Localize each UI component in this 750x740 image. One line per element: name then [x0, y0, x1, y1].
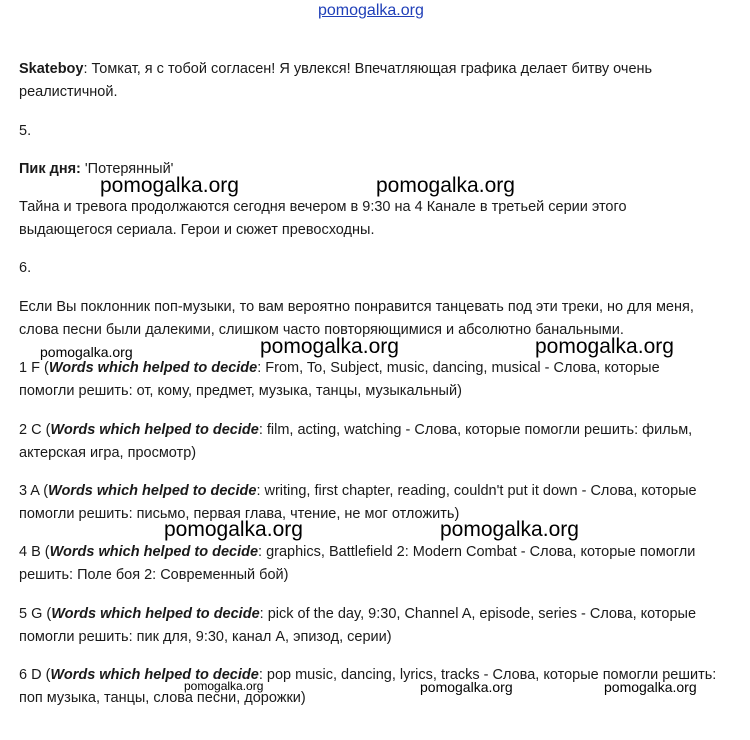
header-watermark-link[interactable]: pomogalka.org — [318, 2, 424, 19]
pick-label: Пик дня: — [19, 161, 81, 177]
answer-prefix: 2 C ( — [19, 422, 51, 438]
answer-text: : From, To, Subject, music, dancing, musical - Слова, которые помогли решить: от, кому, предмет, музыка, танцы, музыкальный) — [19, 360, 660, 399]
watermark: pomogalka.org — [420, 679, 513, 695]
watermark: pomogalka.org — [100, 174, 239, 197]
paragraph-pop: Если Вы поклонник поп-музыки, то вам вероятно понравится танцевать под эти треки, но для меня, слова песни были далекими, слишком часто повторяющимися и абсолютно банальными. — [19, 299, 694, 338]
answer-text: : writing, first chapter, reading, couldn't put it down - Слова, которые помогли решить: письмо, первая глава, чтение, не мог отложить) — [19, 483, 697, 522]
pick-text: 'Потерянный' — [80, 161, 174, 177]
section-number-5: 5. — [19, 123, 32, 139]
watermark: pomogalka.org — [376, 174, 515, 197]
answer-text: : pick of the day, 9:30, Channel A, episode, series - Слова, которые помогли решить: пик для, 9:30, канал A, эпизод, серии) — [19, 606, 697, 645]
answer-item — [19, 603, 719, 649]
answer-label: Words which helped to decide — [51, 606, 260, 622]
answer-item — [19, 419, 719, 465]
answer-item — [19, 480, 719, 526]
answer-label: Words which helped to decide — [50, 667, 259, 683]
answer-prefix: 4 B ( — [19, 544, 50, 560]
speaker-text: : Томкат, я с тобой согласен! Я увлекся! Впечатляющая графика делает битву очень реалистичной. — [19, 61, 653, 100]
answer-item — [19, 357, 719, 403]
watermark: pomogalka.org — [440, 518, 579, 541]
watermark: pomogalka.org — [184, 679, 264, 693]
answer-label: Words which helped to decide — [50, 422, 259, 438]
answer-prefix: 5 G ( — [19, 606, 52, 622]
answer-prefix: 6 D ( — [19, 667, 51, 683]
answer-prefix: 3 A ( — [19, 483, 49, 499]
watermark: pomogalka.org — [535, 335, 674, 358]
answer-label: Words which helped to decide — [48, 483, 257, 499]
watermark: pomogalka.org — [40, 344, 133, 360]
watermark: pomogalka.org — [164, 518, 303, 541]
speaker-name: Skateboy — [19, 61, 84, 77]
answer-prefix: 1 F ( — [19, 360, 49, 376]
paragraph-mystery: Тайна и тревога продолжаются сегодня вечером в 9:30 на 4 Канале в третьей серии этого выдающегося сериала. Герои и сюжет превосходны. — [19, 199, 627, 238]
answer-item — [19, 541, 719, 587]
watermark: pomogalka.org — [604, 679, 697, 695]
answer-text: : film, acting, watching - Слова, которые помогли решить: фильм, актерская игра, просмотр) — [19, 422, 693, 461]
paragraph-skateboy — [19, 58, 719, 104]
answer-text: : graphics, Battlefield 2: Modern Combat - Слова, которые помогли решить: Поле боя 2: Современный бой) — [19, 544, 696, 583]
answer-text: : pop music, dancing, lyrics, tracks - Слова, которые помогли решить: поп музыка, танцы, слова песни, дорожки) — [19, 667, 717, 706]
answer-label: Words which helped to decide — [48, 360, 258, 376]
watermark: pomogalka.org — [260, 335, 399, 358]
answer-label: Words which helped to decide — [49, 544, 259, 560]
section-number-6: 6. — [19, 260, 32, 276]
